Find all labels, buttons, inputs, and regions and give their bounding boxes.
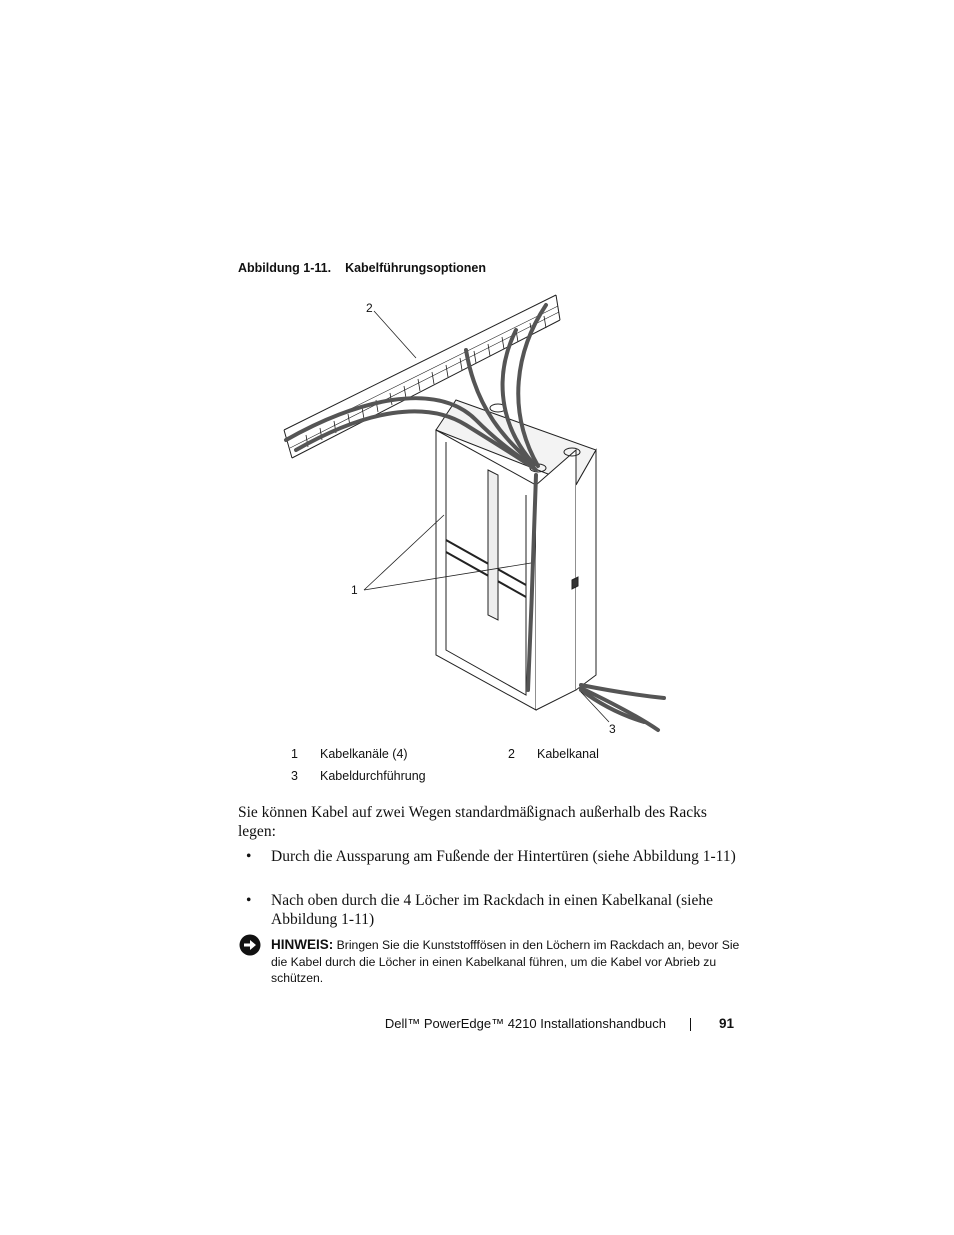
figure-title: Kabelführungsoptionen: [345, 261, 487, 275]
intro-paragraph: Sie können Kabel auf zwei Wegen standardmäßignach außerhalb des Racks legen:: [238, 804, 707, 840]
legend-number: 1: [291, 747, 298, 761]
notice-body: Bringen Sie die Kunststofffösen in den Löchern im Rackdach an, bevor Sie die Kabel durch die Löcher in einen Kabelkanal führen, um die Kabel vor Abrieb zu schützen.: [271, 938, 740, 985]
legend-number: 2: [508, 747, 515, 761]
bullet-text: Durch die Aussparung am Fußende der Hintertüren (siehe Abbildung 1-11): [271, 848, 736, 865]
notice-icon: [239, 934, 261, 956]
page-number: 91: [719, 1016, 735, 1031]
figure-caption: [238, 261, 486, 275]
bullet-item-2: [238, 891, 738, 931]
legend-item-3: [291, 769, 426, 783]
notice-label: HINWEIS:: [271, 937, 334, 952]
legend-label: Kabelkanal: [537, 747, 599, 761]
rack-drawing: [276, 290, 676, 740]
legend-label: Kabelkanäle (4): [320, 747, 408, 761]
rack-cable-routing-illustration: [276, 290, 676, 740]
legend-number: 3: [291, 769, 298, 783]
footer-separator: [690, 1018, 691, 1031]
bullet-symbol: •: [246, 848, 252, 865]
bullet-symbol: •: [246, 892, 252, 909]
callout-2: 2: [366, 301, 373, 315]
figure-number: Abbildung 1-11.: [238, 261, 332, 275]
bullet-text: Nach oben durch die 4 Löcher im Rackdach in einen Kabelkanal (siehe Abbildung 1-11): [271, 892, 713, 928]
legend-item-1: [291, 747, 408, 761]
legend-item-2: [508, 747, 599, 761]
notice-text: [271, 937, 741, 987]
callout-3: 3: [609, 722, 616, 736]
callout-1: 1: [351, 583, 358, 597]
legend-label: Kabeldurchführung: [320, 769, 426, 783]
footer-title: Dell™ PowerEdge™ 4210 Installationshandbuch: [384, 1016, 666, 1031]
bullet-item-1: [238, 847, 738, 887]
